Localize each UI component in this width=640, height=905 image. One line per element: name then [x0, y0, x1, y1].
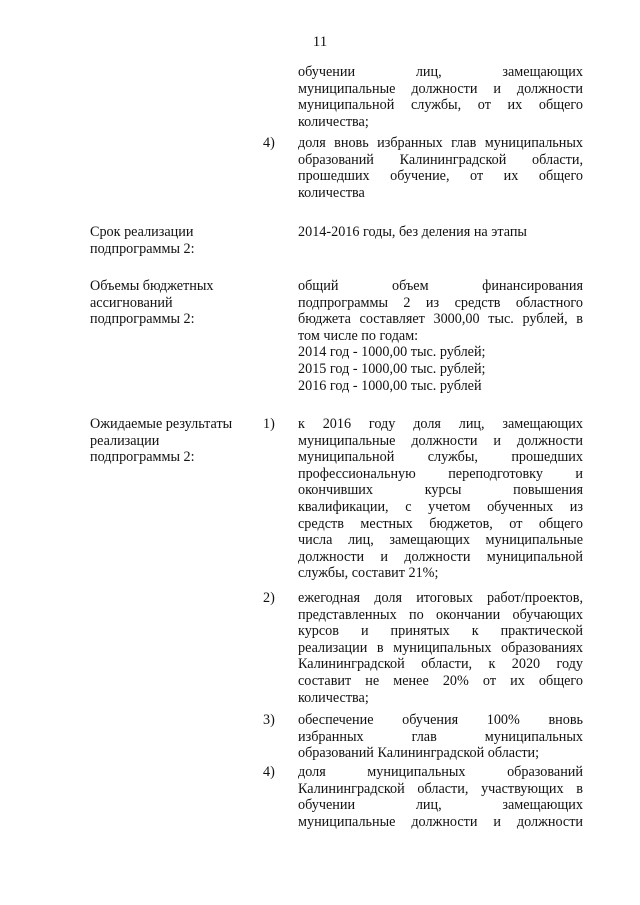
text-line: 2014 год - 1000,00 тыс. рублей; [298, 344, 486, 361]
text-line: квалификации, с учетом обученных из [298, 498, 583, 515]
item-number: 1) [263, 416, 275, 432]
text-line: общий объем финансирования [298, 278, 583, 294]
text-line: окончивших курсы повышения [298, 482, 583, 499]
item-number: 4) [263, 135, 275, 151]
item-text [298, 416, 583, 582]
continuation-text [298, 64, 583, 130]
text-line: муниципальные должности и должности [298, 813, 583, 830]
text-line: представленных по окончании обучающих [298, 606, 583, 623]
text-line: Калининградской области, к 2020 году [298, 656, 583, 673]
text-line: муниципальные должности и должности [298, 432, 583, 449]
text-line: к 2016 году доля лиц, замещающих [298, 416, 583, 432]
row-label [90, 224, 260, 257]
row-value [298, 278, 583, 394]
label-line: подпрограммы 2: [90, 240, 195, 257]
label-line: Ожидаемые результаты [90, 416, 233, 432]
text-line: количества [298, 184, 365, 201]
text-line: 2014-2016 годы, без деления на этапы [298, 224, 527, 240]
text-line: бюджета составляет 3000,00 тыс. рублей, в [298, 311, 583, 328]
label-line: Объемы бюджетных [90, 278, 214, 294]
label-line: ассигнований [90, 294, 173, 311]
text-line: образований Калининградской области, [298, 151, 583, 168]
item-text [298, 590, 583, 706]
text-line: прошедших обучение, от их общего [298, 168, 583, 185]
text-line: курсов и принятых к практической [298, 623, 583, 640]
page-number: 11 [312, 34, 328, 50]
item-text [298, 764, 583, 830]
text-line: ежегодная доля итоговых работ/проектов, [298, 590, 583, 606]
text-line: доля муниципальных образований [298, 764, 583, 780]
text-line: средств местных бюджетов, от общего [298, 515, 583, 532]
label-line: подпрограммы 2: [90, 449, 195, 466]
label-line: Срок реализации [90, 224, 194, 240]
text-line: реализации в муниципальных образованиях [298, 639, 583, 656]
text-line: обучении лиц, замещающих [298, 64, 583, 80]
item-number: 3) [263, 712, 275, 728]
item-text [298, 712, 583, 762]
label-line: подпрограммы 2: [90, 311, 195, 328]
text-line: муниципальной службы, прошедших [298, 449, 583, 466]
text-line: избранных глав муниципальных [298, 728, 583, 745]
text-line: службы, составит 21%; [298, 565, 439, 582]
text-line: Калининградской области, участвующих в [298, 780, 583, 797]
text-line: числа лиц, замещающих муниципальные [298, 532, 583, 549]
text-line: профессиональную переподготовку и [298, 465, 583, 482]
text-line: составит не менее 20% от их общего [298, 672, 583, 689]
text-line: 2015 год - 1000,00 тыс. рублей; [298, 360, 486, 377]
text-line: количества; [298, 689, 369, 706]
text-line: муниципальные должности и должности [298, 80, 583, 97]
text-line: количества; [298, 113, 369, 130]
text-line: должности и должности муниципальной [298, 548, 583, 565]
row-value [298, 224, 583, 241]
text-line: подпрограммы 2 из средств областного [298, 294, 583, 311]
text-line: образований Калининградской области; [298, 745, 540, 762]
text-line: доля вновь избранных глав муниципальных [298, 135, 583, 151]
text-line: обучении лиц, замещающих [298, 797, 583, 814]
text-line: том числе по годам: [298, 327, 419, 344]
row-label [90, 278, 260, 328]
label-line: реализации [90, 432, 160, 449]
row-label [90, 416, 260, 466]
item-number: 4) [263, 764, 275, 780]
text-line: 2016 год - 1000,00 тыс. рублей [298, 377, 482, 394]
item-text [298, 135, 583, 201]
text-line: муниципальной службы, от их общего [298, 97, 583, 114]
text-line: обеспечение обучения 100% вновь [298, 712, 583, 728]
item-number: 2) [263, 590, 275, 606]
